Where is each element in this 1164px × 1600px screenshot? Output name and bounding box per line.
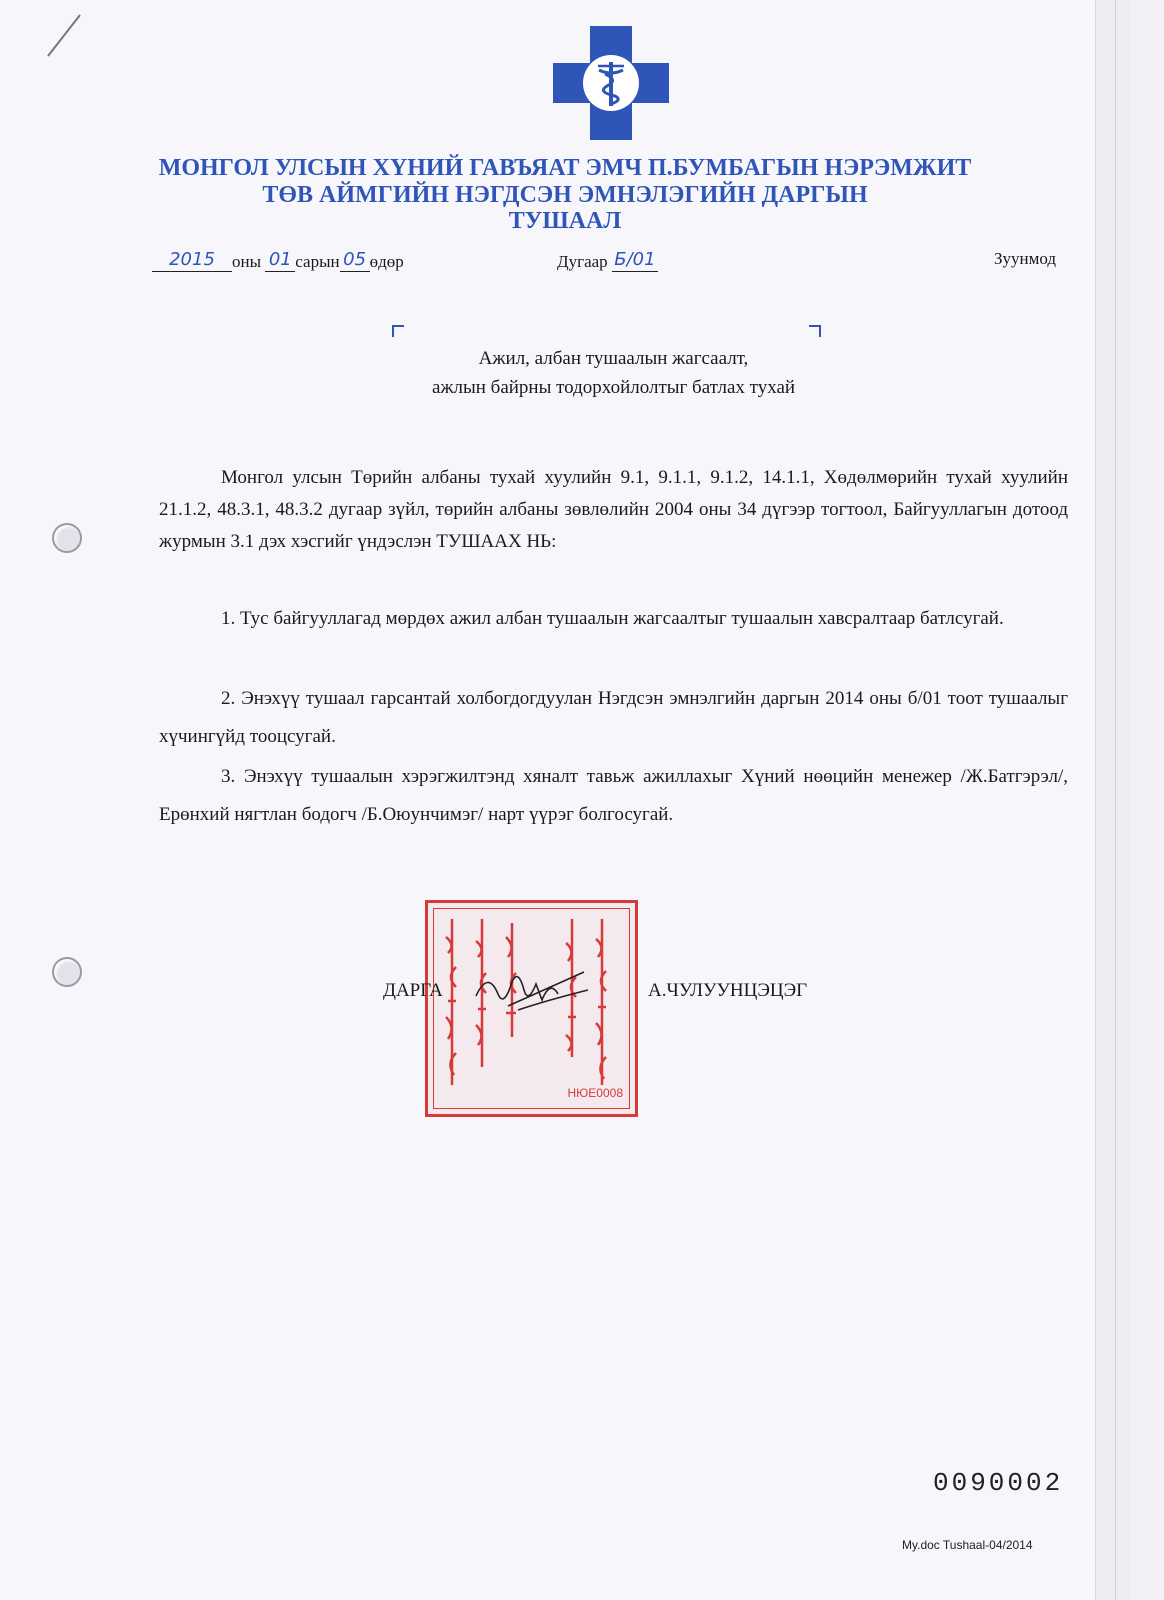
date-year-suffix: оны bbox=[232, 252, 262, 271]
page-edge bbox=[1095, 0, 1130, 1600]
date-day: 05 bbox=[340, 249, 370, 272]
stamp-code: НЮЕ0008 bbox=[567, 1086, 623, 1100]
date-day-suffix: өдөр bbox=[369, 252, 404, 271]
date-field bbox=[152, 249, 404, 272]
date-month: 01 bbox=[265, 249, 295, 272]
order-number-value: Б/01 bbox=[612, 249, 658, 272]
header-line-3: ТУШААЛ bbox=[508, 208, 622, 234]
place-name: Зуунмод bbox=[994, 249, 1057, 268]
document-footer: My.doc Tushaal-04/2014 bbox=[902, 1538, 1033, 1552]
order-item-3: 3. Энэхүү тушаалын хэрэгжилтэнд хяналт тавьж ажиллахыг Хүний нөөцийн менежер /Ж.Батгэрэл/, Ерөнхий нягтлан бодогч /Б.Оюунчимэг/ нарт үүрэг болгосугай. bbox=[159, 766, 1068, 825]
subject-line-1: Ажил, албан тушаалын жагсаалт, bbox=[478, 348, 749, 369]
order-number-label: Дугаар bbox=[557, 252, 608, 271]
header-line-2: ТӨВ АЙМГИЙН НЭГДСЭН ЭМНЭЛЭГИЙН ДАРГЫН bbox=[262, 182, 868, 208]
order-number-field bbox=[557, 249, 658, 272]
stamp-script-col-1 bbox=[442, 917, 462, 1087]
date-month-suffix: сарын bbox=[295, 252, 340, 271]
page-edge-line bbox=[1115, 0, 1116, 1600]
bracket-left-icon bbox=[392, 325, 404, 337]
signatory-name: А.ЧУЛУУНЦЭЦЭГ bbox=[648, 980, 808, 1001]
subject-line-2: ажлын байрны тодорхойлолтыг батлах тухай bbox=[431, 377, 796, 398]
order-item-2: 2. Энэхүү тушаал гарсантай холбогдогдуулан Нэгдсэн эмнэлгийн даргын 2014 оны б/01 тоот тушаалыг хүчингүйд тооцсугай. bbox=[159, 688, 1068, 747]
order-item-1: 1. Тус байгууллагад мөрдөх ажил албан тушаалын жагсаалтыг тушаалын хавсралтаар батлсугай. bbox=[221, 608, 1004, 629]
pencil-mark bbox=[47, 14, 81, 56]
punch-hole-top bbox=[52, 523, 82, 553]
punch-hole-bottom bbox=[52, 957, 82, 987]
handwritten-signature-icon bbox=[468, 960, 598, 1020]
header-line-1: МОНГОЛ УЛСЫН ХҮНИЙ ГАВЪЯАТ ЭМЧ П.БУМБАГЫН НЭРЭМЖИТ bbox=[158, 155, 972, 181]
serial-number: 0090002 bbox=[933, 1468, 1064, 1498]
date-year: 2015 bbox=[152, 249, 232, 272]
signatory-title: ДАРГА bbox=[383, 980, 443, 1001]
bracket-right-icon bbox=[809, 325, 821, 337]
medical-cross-logo-icon bbox=[553, 26, 669, 140]
preamble-paragraph: Монгол улсын Төрийн албаны тухай хуулийн 9.1, 9.1.1, 9.1.2, 14.1.1, Хөдөлмөрийн тухай хуулийн 21.1.2, 48.3.1, 48.3.2 дугаар зүйл, төрийн албаны зөвлөлийн 2004 оны 34 дүгээр тогтоол, Байгууллагын дотоод журмын 3.1 дэх хэсгийг үндэслэн ТУШААХ НЬ: bbox=[159, 467, 1068, 552]
